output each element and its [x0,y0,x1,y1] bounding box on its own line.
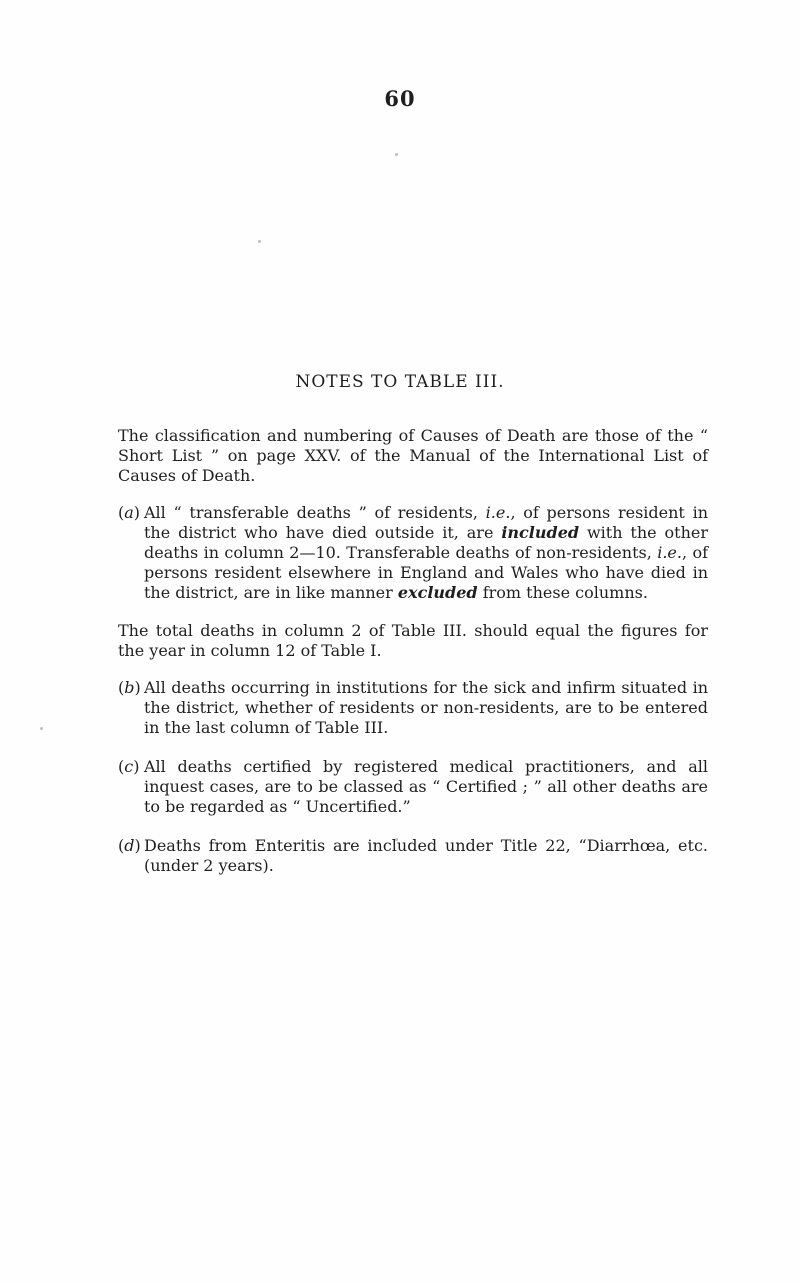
intro-paragraph: The classification and numbering of Causes of Death are those of the “ Short List ” on page XXV. of the Manual of the International List of Causes of Death. [118,426,708,485]
note-letter: ( d ) [118,836,141,856]
note-a [118,503,708,603]
note-c [118,757,708,817]
total-deaths-paragraph: The total deaths in column 2 of Table III. should equal the figures for the year in column 12 of Table I. [118,621,708,660]
note-a-body: All “ transferable deaths ” of residents, i.e., of persons resident in the district who have died outside it, are included with the other deaths in column 2—10. Transferable deaths of non-residents, i.e., of persons resident elsewhere in England and Wales who have died in the district, are in like manner excluded from these columns. [144,503,709,602]
note-letter: ( b ) [118,678,141,698]
note-letter: ( c ) [118,757,139,777]
paper-speck [40,727,43,730]
note-c-body: All deaths certified by registered medical practitioners, and all inquest cases, are to be classed as “ Certified ; ” all other deaths are to be regarded as “ Uncertified.” [144,757,708,816]
note-letter: ( a ) [118,503,140,523]
note-b-body: All deaths occurring in institutions for the sick and infirm situated in the district, whether of residents or non-residents, are to be entered in the last column of Table III. [144,678,708,737]
note-d-body: Deaths from Enteritis are included under Title 22, “Diarrhœa, etc. (under 2 years). [144,836,708,875]
page-number: 60 [384,86,416,111]
page-title: NOTES TO TABLE III. [295,372,505,392]
note-b [118,678,708,738]
paper-speck [258,240,261,243]
note-d [118,836,708,876]
paper-speck [395,153,398,156]
